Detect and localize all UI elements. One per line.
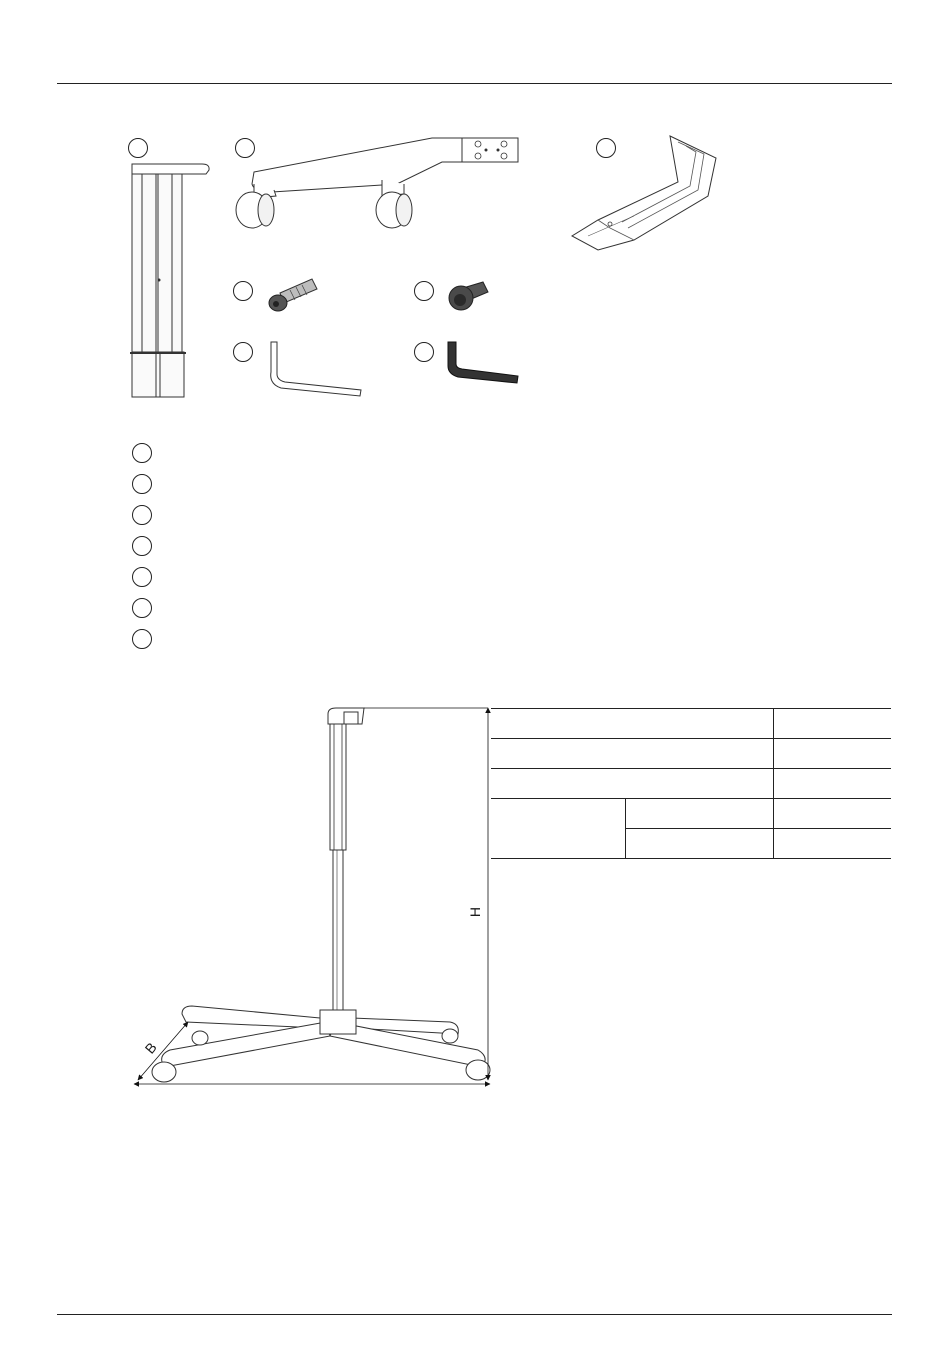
list-item: [132, 567, 152, 587]
table-cell: [625, 829, 773, 859]
column-profile-icon: [120, 160, 215, 400]
header-rule: [57, 83, 892, 84]
table-row: [491, 769, 891, 799]
depth-dimension-label: B: [141, 1039, 160, 1057]
part-marker-5: [414, 281, 434, 301]
table-cell: [491, 709, 773, 739]
spec-table: [491, 708, 891, 859]
table-cell: [773, 739, 891, 769]
legend-marker-5: [132, 567, 152, 587]
table-cell: [491, 739, 773, 769]
table-cell: [773, 829, 891, 859]
table-cell: [491, 769, 773, 799]
part-marker-1: [128, 138, 148, 158]
bracket-icon: [568, 132, 718, 257]
height-dimension-label: H: [467, 906, 484, 918]
legend-marker-2: [132, 474, 152, 494]
table-row: [491, 709, 891, 739]
legend-marker-7: [132, 629, 152, 649]
list-item: [132, 629, 152, 649]
list-item: [132, 474, 152, 494]
hex-key-small-icon: [265, 340, 365, 400]
assembled-stand-drawing: [130, 700, 495, 1095]
list-item: [132, 443, 152, 463]
table-cell: [625, 799, 773, 829]
part-marker-4: [233, 281, 253, 301]
footer-rule: [57, 1314, 892, 1315]
flange-bolt-icon: [443, 276, 493, 316]
list-item: [132, 536, 152, 556]
table-row: [491, 739, 891, 769]
table-cell: [773, 799, 891, 829]
list-item: [132, 505, 152, 525]
table-row: [491, 799, 891, 829]
screw-icon: [262, 275, 322, 315]
castor-leg-icon: [232, 132, 524, 232]
list-item: [132, 598, 152, 618]
legend-marker-6: [132, 598, 152, 618]
hex-key-large-icon: [444, 338, 524, 388]
legend-marker-1: [132, 443, 152, 463]
table-cell: [773, 769, 891, 799]
part-marker-6: [233, 342, 253, 362]
legend-marker-3: [132, 505, 152, 525]
table-cell: [491, 799, 625, 859]
legend-marker-4: [132, 536, 152, 556]
part-marker-7: [414, 342, 434, 362]
table-cell: [773, 709, 891, 739]
